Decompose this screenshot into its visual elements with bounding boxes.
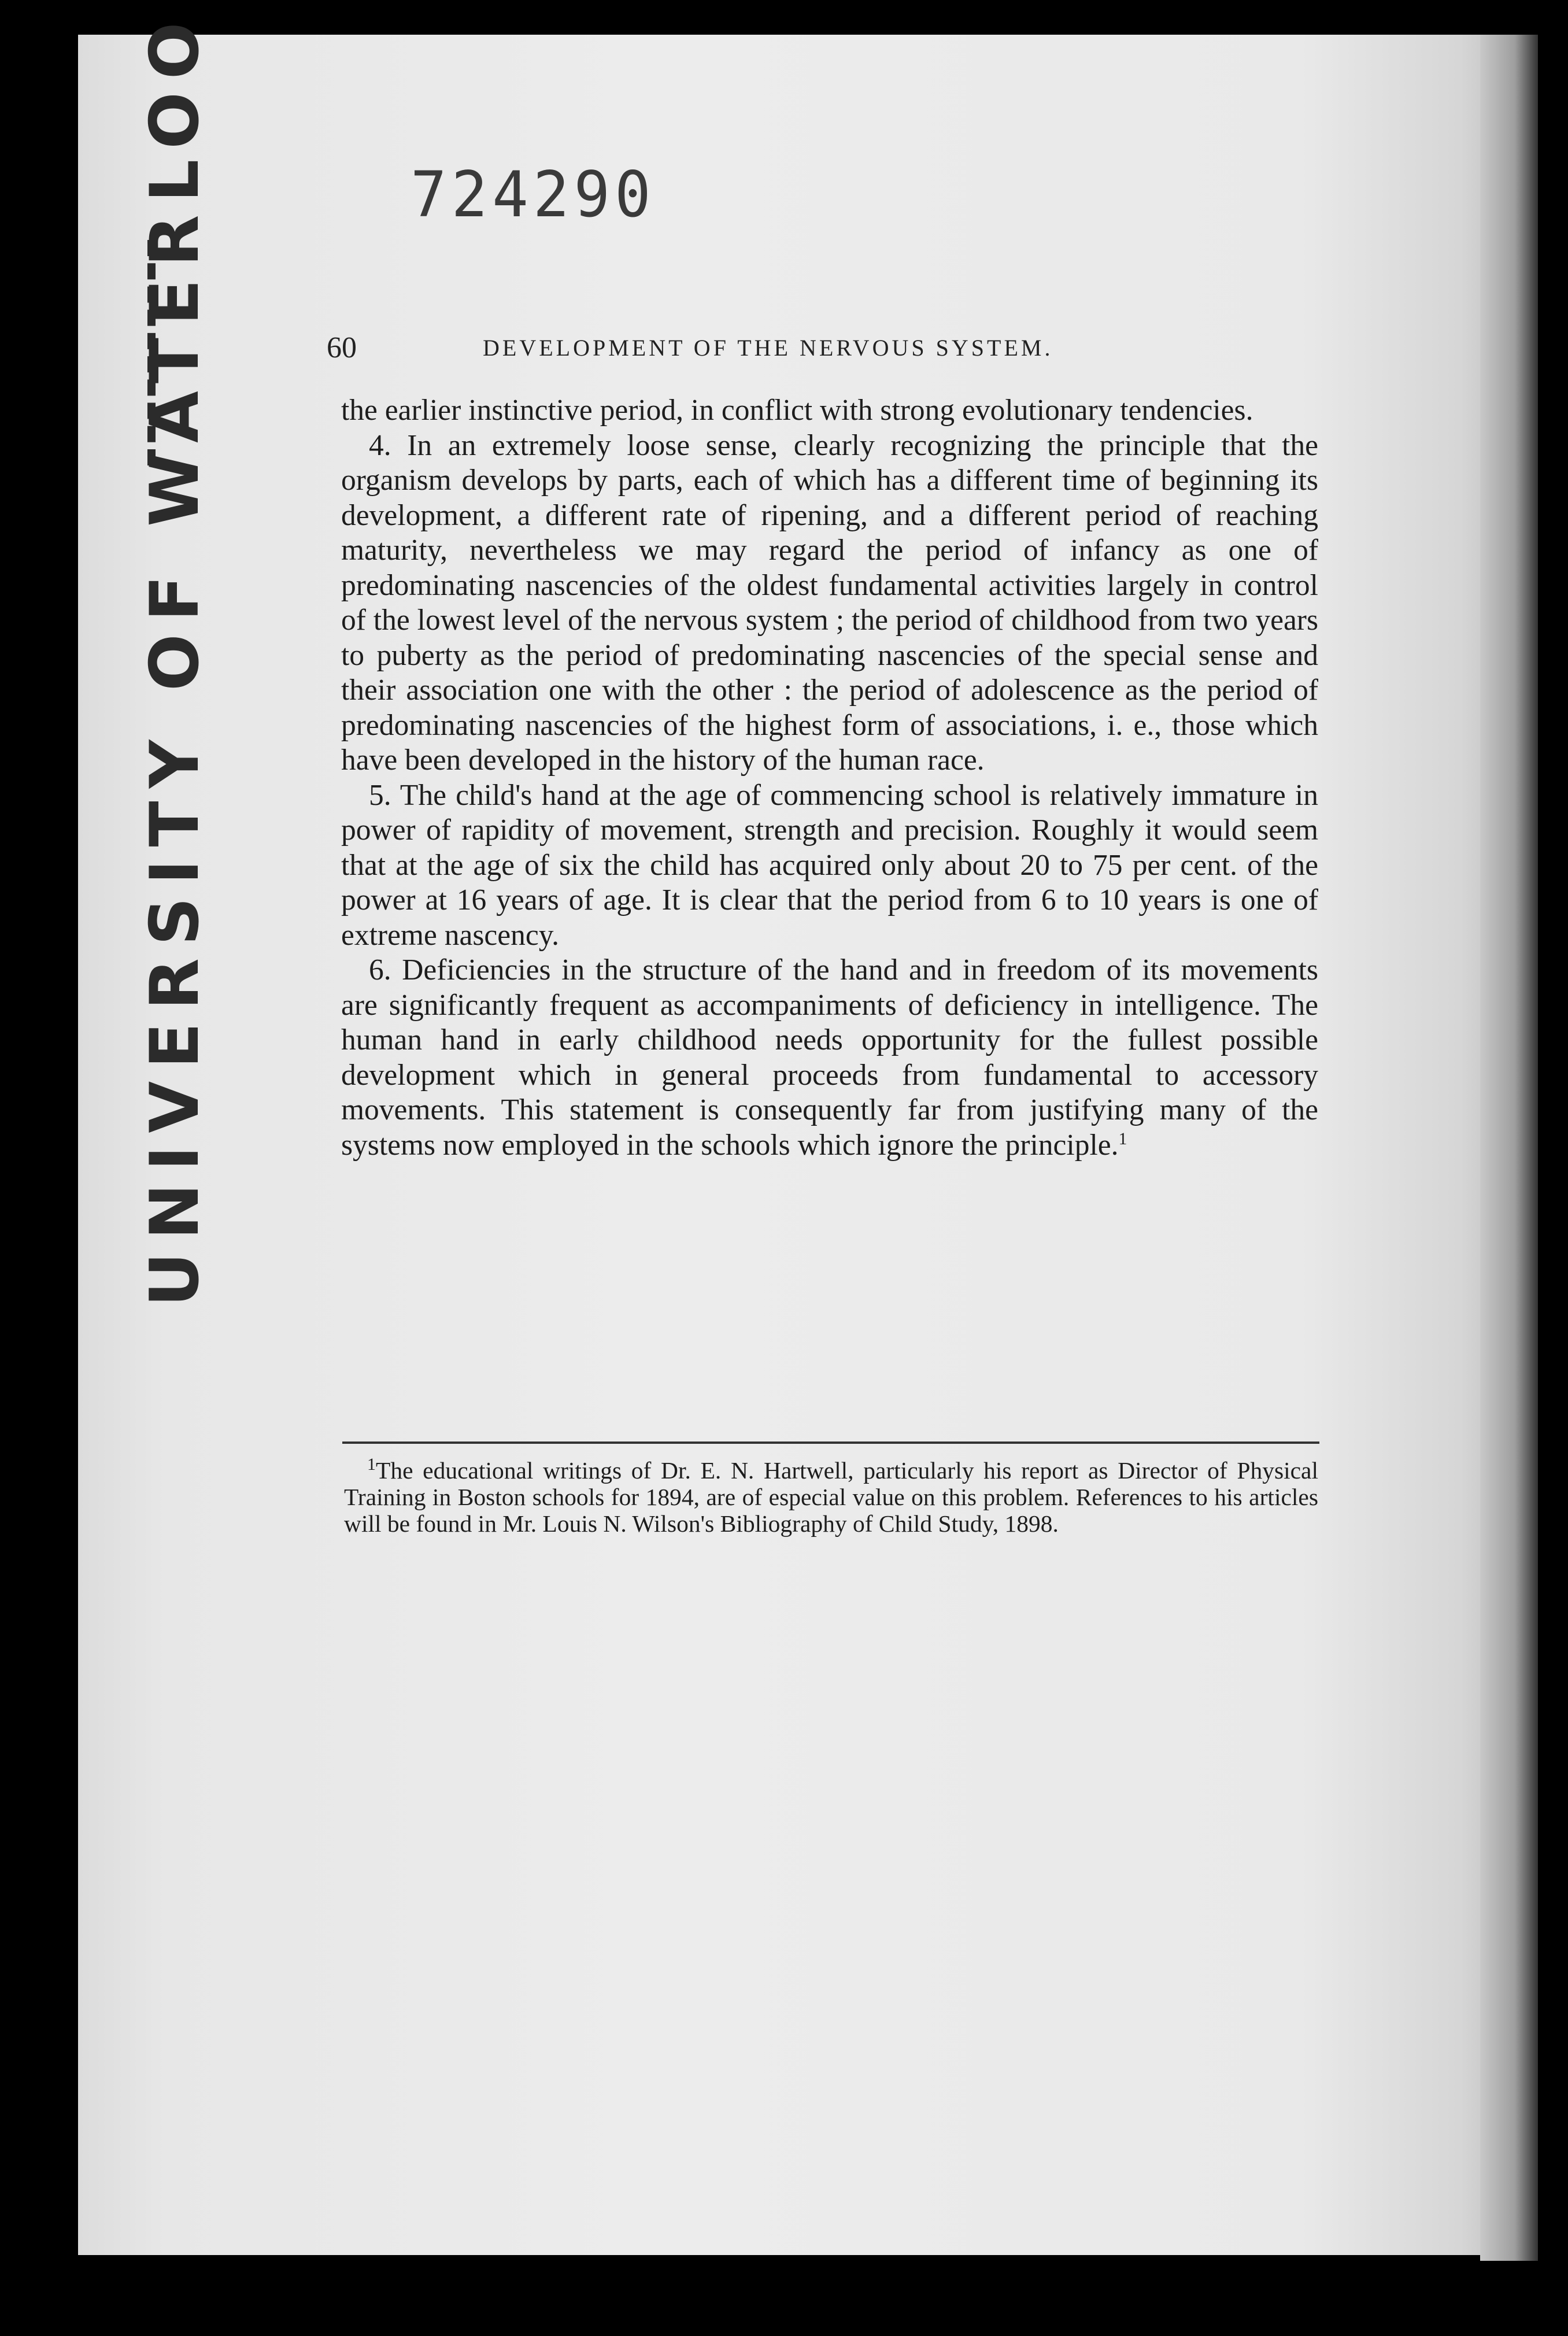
running-head-title: DEVELOPMENT OF THE NERVOUS SYSTEM. bbox=[483, 335, 1053, 361]
library-stamp: UNIVERSITY OF WATERLOO bbox=[136, 9, 214, 1307]
paragraph-5: 5. The child's hand at the age of commencing school is relatively immature in power of rapidity of movement, strength and precision. Roughly it would seem that at the age of six the child has acquired only about 20 to 75 per cent. of the power at 16 years of age. It is clear that the period from 6 to 10 years is one of extreme nascency. bbox=[341, 778, 1318, 952]
running-head bbox=[327, 331, 1321, 365]
paragraph-continuation: the earlier instinctive period, in conflict with strong evolutionary tendencies. bbox=[341, 394, 1253, 427]
accession-number: 724290 bbox=[411, 157, 656, 232]
footnote-marker: 1 bbox=[367, 1455, 376, 1474]
footnote-text: The educational writings of Dr. E. N. Hartwell, particularly his report as Director of Physical Training in Boston schools for 1894, are of especial value on this problem. References to his articles will be found in Mr. Louis N. Wilson's Bibliography of Child Study, 1898. bbox=[344, 1457, 1318, 1537]
footnote bbox=[344, 1457, 1318, 1537]
paragraph-4: 4. In an extremely loose sense, clearly recognizing the principle that the organism develops by parts, each of which has a different time of beginning its development, a different rate of ripening, and a different period of reaching maturity, nevertheless we may regard the period of infancy as one of predominating nascencies of the oldest fundamental activities largely in control of the lowest level of the nervous system ; the period of childhood from two years to puberty as the period of predominating nascencies of the special sense and their association one with the other : the period of adolescence as the period of predominating nascencies of the highest form of associations, i. e., those which have been developed in the history of the human race. bbox=[341, 428, 1318, 777]
paragraph-6 bbox=[341, 953, 1318, 1163]
footnote-divider bbox=[342, 1441, 1319, 1444]
body-text bbox=[341, 393, 1318, 1163]
page-number: 60 bbox=[327, 331, 357, 364]
book-binding-edge bbox=[1480, 35, 1538, 2261]
footnote-reference: 1 bbox=[1118, 1129, 1127, 1148]
paragraph-6-text: 6. Deficiencies in the structure of the hand and in freedom of its movements are significantly frequent as accompaniments of deficiency in intelligence. The human hand in early childhood needs opportunity for the fullest possible development which in general proceeds from fundamental to accessory movements. This statement is consequently far from justifying many of the systems now employed in the schools which ignore the principle. bbox=[341, 953, 1318, 1162]
